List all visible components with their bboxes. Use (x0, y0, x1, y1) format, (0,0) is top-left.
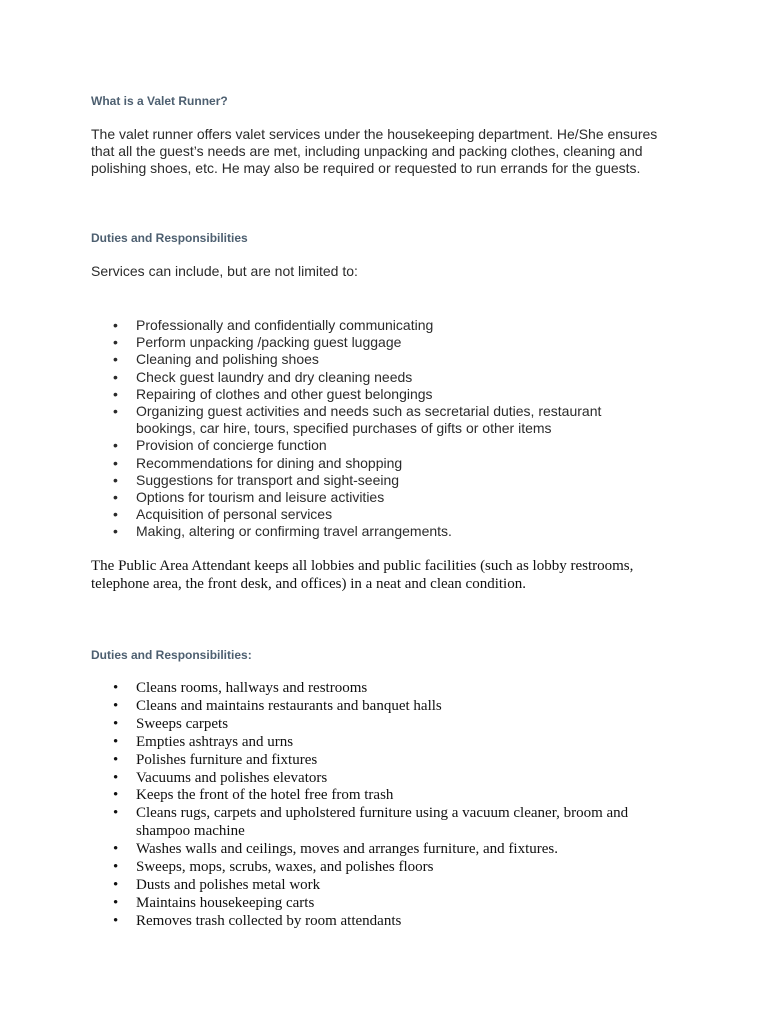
bullet-marker: • (113, 471, 118, 488)
list-item (0, 877, 700, 895)
list-item-text: Perform unpacking /packing guest luggage (136, 334, 402, 351)
services-lead: Services can include, but are not limited to: (91, 263, 358, 279)
list-item-text: Keeps the front of the hotel free from trash (136, 787, 394, 804)
list-item (0, 752, 700, 770)
list-item-text: Options for tourism and leisure activities (136, 489, 385, 506)
list-item (0, 334, 700, 351)
list-item (0, 805, 700, 841)
list-item (0, 859, 700, 877)
valet-runner-intro: The valet runner offers valet services under the housekeeping department. He/She ensures that all the guest’s needs are met, including unpacking and packing clothes, cleaning and polishing shoes, etc. He may also be required or requested to run errands for the guests. (91, 126, 658, 176)
bullet-marker: • (113, 489, 118, 506)
list-item-text: Cleans and maintains restaurants and banquet halls (136, 697, 442, 714)
bullet-marker: • (113, 769, 119, 786)
bullet-marker: • (113, 876, 119, 893)
list-item (0, 680, 700, 698)
list-item-text: Empties ashtrays and urns (136, 733, 294, 750)
bullet-marker: • (113, 368, 118, 385)
list-item-text: Maintains housekeeping carts (136, 894, 315, 911)
bullet-marker: • (113, 859, 119, 876)
valet-services-list (0, 317, 700, 541)
bullet-marker: • (113, 351, 118, 368)
bullet-marker: • (113, 912, 119, 929)
list-item (0, 472, 700, 489)
list-item-text: Acquisition of personal services (136, 506, 333, 523)
bullet-marker: • (113, 385, 118, 402)
public-area-attendant-paragraph: The Public Area Attendant keeps all lobbies and public facilities (such as lobby restrooms, telephone area, the front desk, and offices) in a neat and clean condition. (91, 558, 634, 592)
bullet-marker: • (113, 733, 119, 750)
bullet-marker: • (113, 437, 118, 454)
bullet-marker: • (113, 454, 118, 471)
list-item-text: Sweeps, mops, scrubs, waxes, and polishes floors (136, 859, 434, 876)
list-item-text: Making, altering or confirming travel arrangements. (136, 523, 452, 540)
list-item (0, 317, 700, 334)
bullet-marker: • (113, 697, 119, 714)
bullet-marker: • (113, 403, 118, 420)
bullet-marker: • (113, 787, 119, 804)
list-item-text: Washes walls and ceilings, moves and arranges furniture, and fixtures. (136, 841, 558, 858)
list-item-text: Professionally and confidentially communicating (136, 317, 434, 333)
list-item-text: Organizing guest activities and needs such as secretarial duties, restaurant (136, 403, 602, 420)
list-item-text: Provision of concierge function (136, 437, 327, 454)
list-item (0, 716, 700, 734)
list-item-text: Removes trash collected by room attendants (136, 912, 402, 929)
bullet-marker: • (113, 506, 118, 523)
list-item-text: Vacuums and polishes elevators (136, 769, 328, 786)
list-item-text: Sweeps carpets (136, 715, 229, 732)
list-item (0, 841, 700, 859)
list-item (0, 734, 700, 752)
bullet-marker: • (113, 715, 119, 732)
duties-heading-2: Duties and Responsibilities: (91, 648, 252, 662)
list-item (0, 351, 700, 368)
list-item (0, 386, 700, 403)
list-item (0, 895, 700, 913)
bullet-marker: • (113, 317, 118, 333)
bullet-marker: • (113, 334, 118, 351)
list-item-text: Recommendations for dining and shopping (136, 454, 403, 471)
valet-runner-heading: What is a Valet Runner? (91, 94, 228, 108)
list-item (0, 523, 700, 540)
list-item-text: Cleans rugs, carpets and upholstered furniture using a vacuum cleaner, broom and (136, 805, 629, 822)
bullet-marker: • (113, 805, 119, 822)
bullet-marker: • (113, 894, 119, 911)
list-item (0, 455, 700, 472)
list-item-text: Dusts and polishes metal work (136, 876, 321, 893)
list-item (0, 913, 700, 931)
list-item-text: Check guest laundry and dry cleaning needs (136, 368, 413, 385)
list-item (0, 369, 700, 386)
bullet-marker: • (113, 841, 119, 858)
attendant-duties-list (0, 680, 700, 931)
list-item-text: bookings, car hire, tours, specified purchases of gifts or other items (136, 420, 552, 437)
list-item-text: Cleaning and polishing shoes (136, 351, 319, 368)
bullet-marker: • (113, 523, 118, 540)
list-item (0, 506, 700, 523)
list-item (0, 770, 700, 788)
list-item (0, 698, 700, 716)
list-item (0, 437, 700, 454)
duties-heading-1: Duties and Responsibilities (91, 231, 248, 245)
list-item (0, 403, 700, 437)
list-item (0, 489, 700, 506)
list-item-text: Repairing of clothes and other guest belongings (136, 385, 433, 402)
bullet-marker: • (113, 680, 119, 696)
bullet-marker: • (113, 751, 119, 768)
list-item-text: Suggestions for transport and sight-seeing (136, 471, 400, 488)
list-item-text: Cleans rooms, hallways and restrooms (136, 680, 368, 696)
list-item-text: shampoo machine (136, 823, 245, 840)
list-item-text: Polishes furniture and fixtures (136, 751, 318, 768)
list-item (0, 787, 700, 805)
